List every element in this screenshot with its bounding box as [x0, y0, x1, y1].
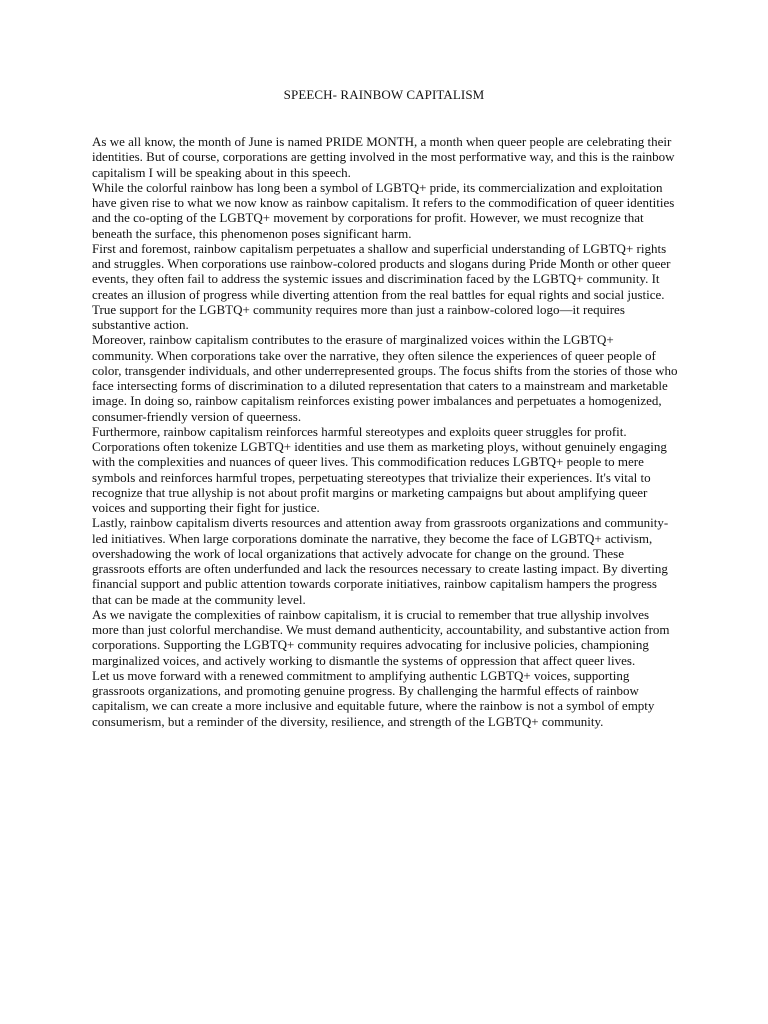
document-title: SPEECH- RAINBOW CAPITALISM	[283, 87, 485, 102]
paragraph-furthermore: Furthermore, rainbow capitalism reinforces harmful stereotypes and exploits queer struggles for profit. Corporations often tokenize LGBTQ+ identities and use them as marketing ploys, without genuinely engaging with the complexities and nuances of queer lives. This commodification reduces LGBTQ+ people to mere symbols and reinforces harmful tropes, perpetuating stereotypes that trivialize their experiences. It's vital to recognize that true allyship is not about profit margins or marketing campaigns but about amplifying queer voices and supporting their fight for justice.	[92, 423, 667, 515]
document-body	[92, 134, 678, 729]
paragraph-first: First and foremost, rainbow capitalism perpetuates a shallow and superficial understanding of LGBTQ+ rights and struggles. When corporations use rainbow-colored products and slogans during Pride Month or other queer events, they often fail to address the systemic issues and discrimination faced by the LGBTQ+ community. It creates an illusion of progress while diverting attention from the real battles for equal rights and social justice. True support for the LGBTQ+ community requires more than just a rainbow-colored logo—it requires substantive action.	[92, 240, 671, 332]
paragraph-intro: As we all know, the month of June is named PRIDE MONTH, a month when queer people are celebrating their identities. But of course, corporations are getting involved in the most performative way, and this is the rainbow capitalism I will be speaking about in this speech.	[92, 134, 675, 180]
paragraph-conclusion: Let us move forward with a renewed commitment to amplifying authentic LGBTQ+ voices, supporting grassroots organizations, and promoting genuine progress. By challenging the harmful effects of rainbow capitalism, we can create a more inclusive and equitable future, where the rainbow is not a symbol of empty consumerism, but a reminder of the diversity, resilience, and strength of the LGBTQ+ community.	[92, 667, 655, 729]
paragraph-lastly: Lastly, rainbow capitalism diverts resources and attention away from grassroots organizations and community-led initiatives. When large corporations dominate the narrative, they become the face of LGBTQ+ activism, overshadowing the work of local organizations that actively advocate for change on the ground. These grassroots efforts are often underfunded and lack the resources necessary to create lasting impact. By diverting financial support and public attention towards corporate initiatives, rainbow capitalism hampers the progress that can be made at the community level.	[92, 515, 669, 607]
paragraph-moreover: Moreover, rainbow capitalism contributes to the erasure of marginalized voices within the LGBTQ+ community. When corporations take over the narrative, they often silence the experiences of queer people of color, transgender individuals, and other underrepresented groups. The focus shifts from the stories of those who face intersecting forms of discrimination to a diluted representation that caters to a mainstream and marketable image. In doing so, rainbow capitalism reinforces existing power imbalances and perpetuates a homogenized, consumer-friendly version of queerness.	[92, 332, 678, 424]
paragraph-navigate: As we navigate the complexities of rainbow capitalism, it is crucial to remember that true allyship involves more than just colorful merchandise. We must demand authenticity, accountability, and substantive action from corporations. Supporting the LGBTQ+ community requires advocating for inclusive policies, championing marginalized voices, and actively working to dismantle the systems of oppression that affect queer lives.	[92, 606, 670, 668]
paragraph-definition: While the colorful rainbow has long been a symbol of LGBTQ+ pride, its commercialization and exploitation have given rise to what we now know as rainbow capitalism. It refers to the commodification of queer identities and the co-opting of the LGBTQ+ movement by corporations for profit. However, we must recognize that beneath the surface, this phenomenon poses significant harm.	[92, 179, 675, 241]
